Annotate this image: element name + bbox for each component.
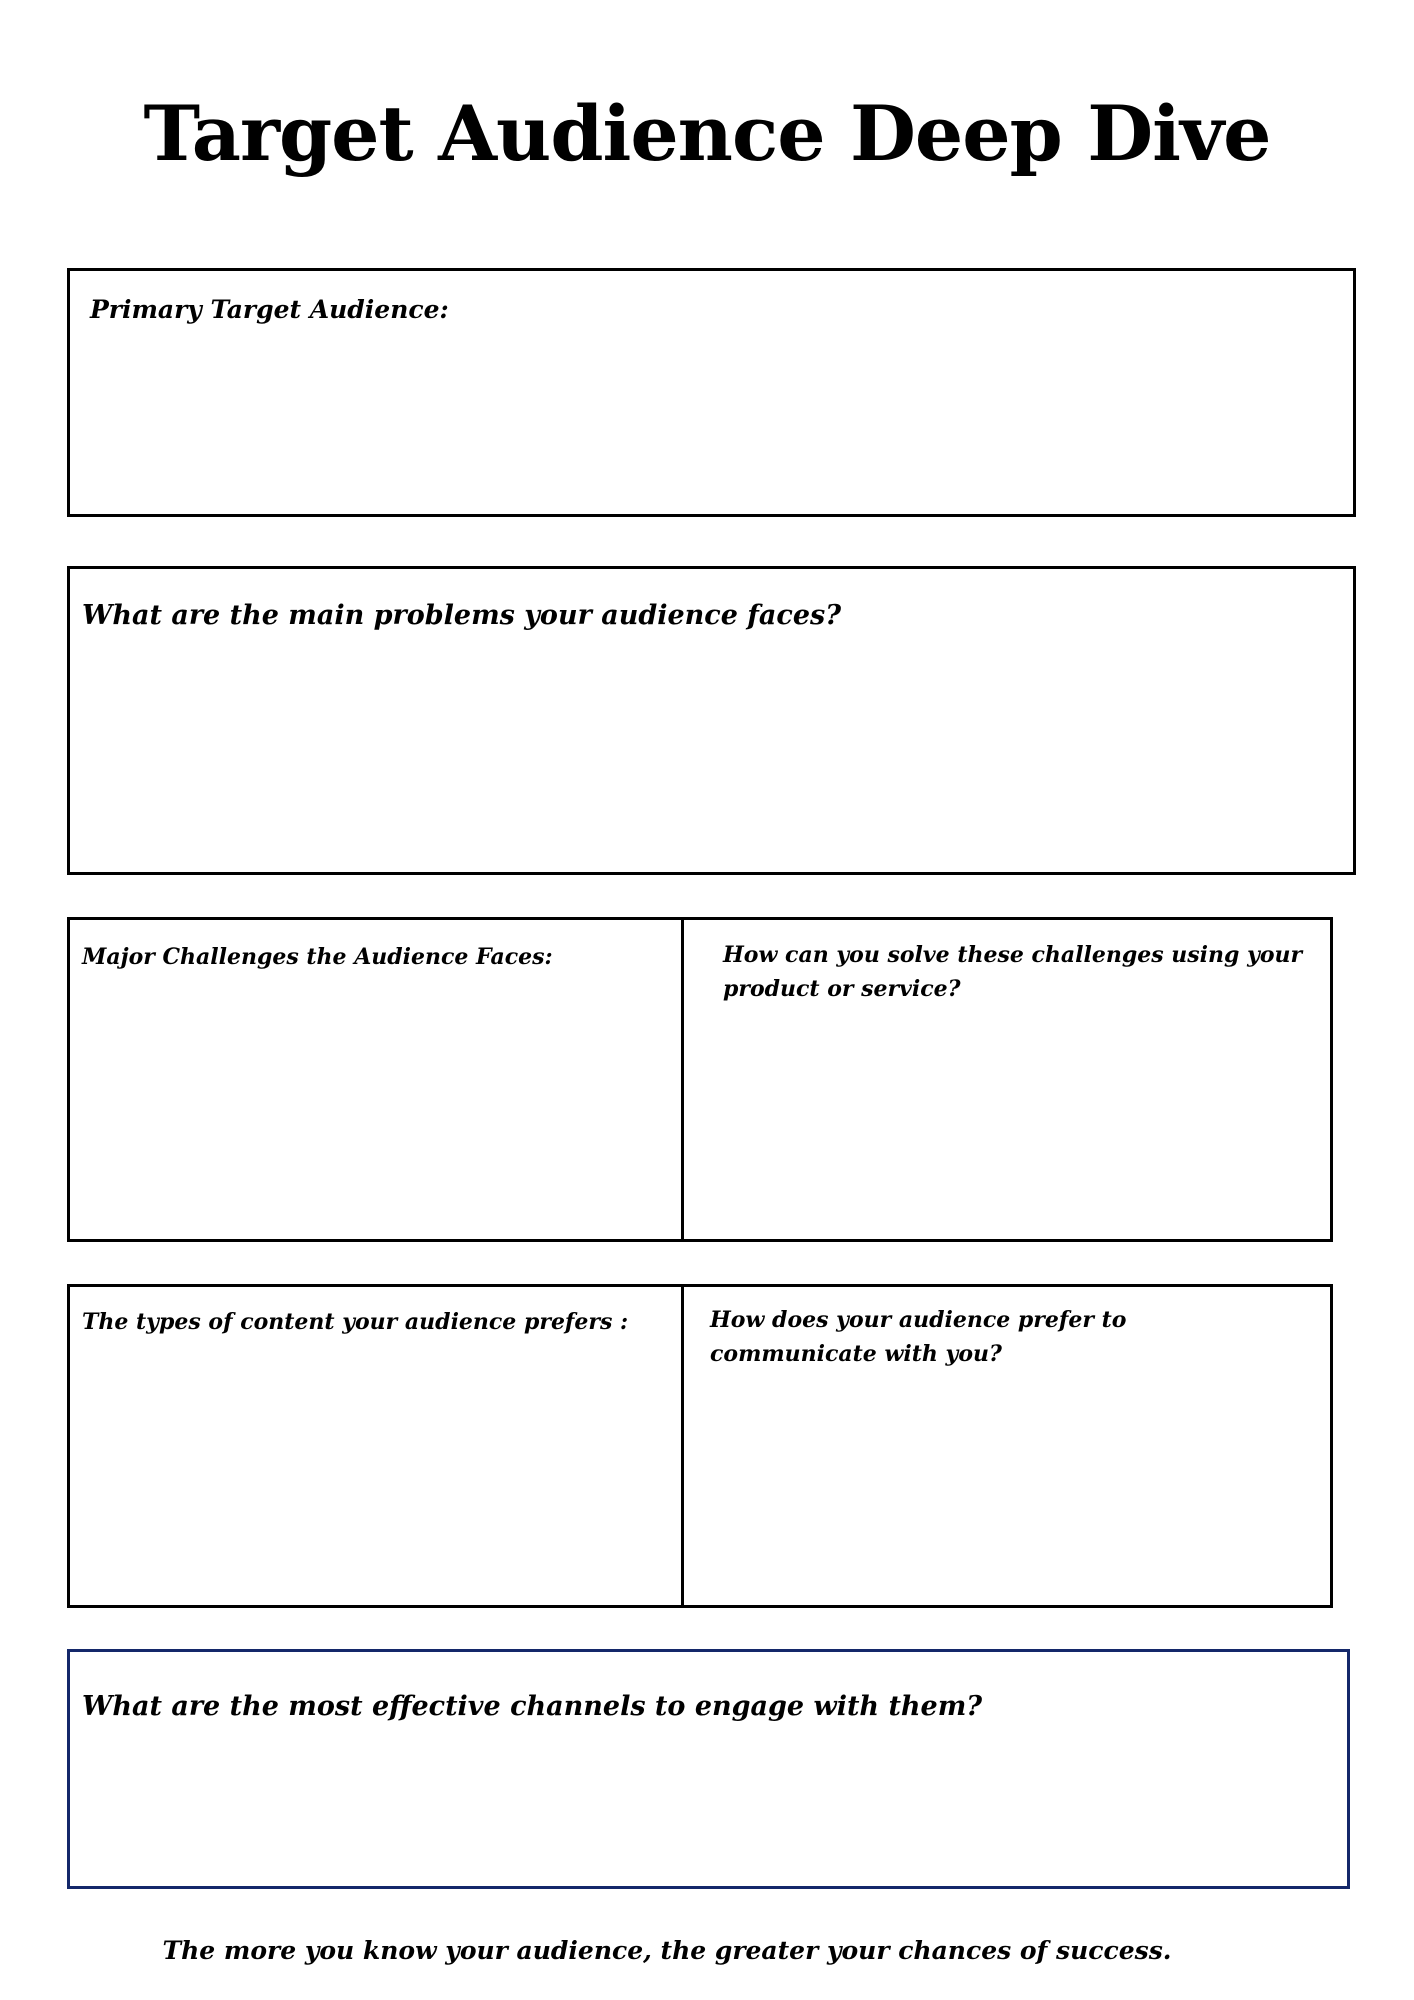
communication-label: How does your audience prefer to communicate with you?	[710, 1307, 1127, 1367]
primary-audience-box[interactable]	[67, 268, 1356, 517]
challenges-row	[67, 917, 1333, 1242]
primary-audience-label: Primary Target Audience:	[90, 295, 449, 324]
channels-label: What are the most effective channels to engage with them?	[82, 1691, 983, 1722]
footer-tagline: The more you know your audience, the greater your chances of success.	[162, 1936, 1172, 1965]
content-types-label: The types of content your audience prefers :	[82, 1309, 629, 1335]
communication-cell[interactable]	[684, 1287, 1330, 1605]
page-title: Target Audience Deep Dive	[143, 89, 1271, 178]
solve-challenges-label: How can you solve these challenges using your product or service?	[723, 942, 1303, 1002]
solve-challenges-cell[interactable]	[684, 920, 1330, 1239]
main-problems-box[interactable]	[67, 566, 1356, 875]
preferences-row	[67, 1284, 1333, 1608]
channels-box[interactable]	[67, 1649, 1350, 1889]
main-problems-label: What are the main problems your audience faces?	[82, 600, 842, 631]
major-challenges-label: Major Challenges the Audience Faces:	[82, 944, 553, 970]
content-types-cell[interactable]	[70, 1287, 681, 1605]
major-challenges-cell[interactable]	[70, 920, 681, 1239]
